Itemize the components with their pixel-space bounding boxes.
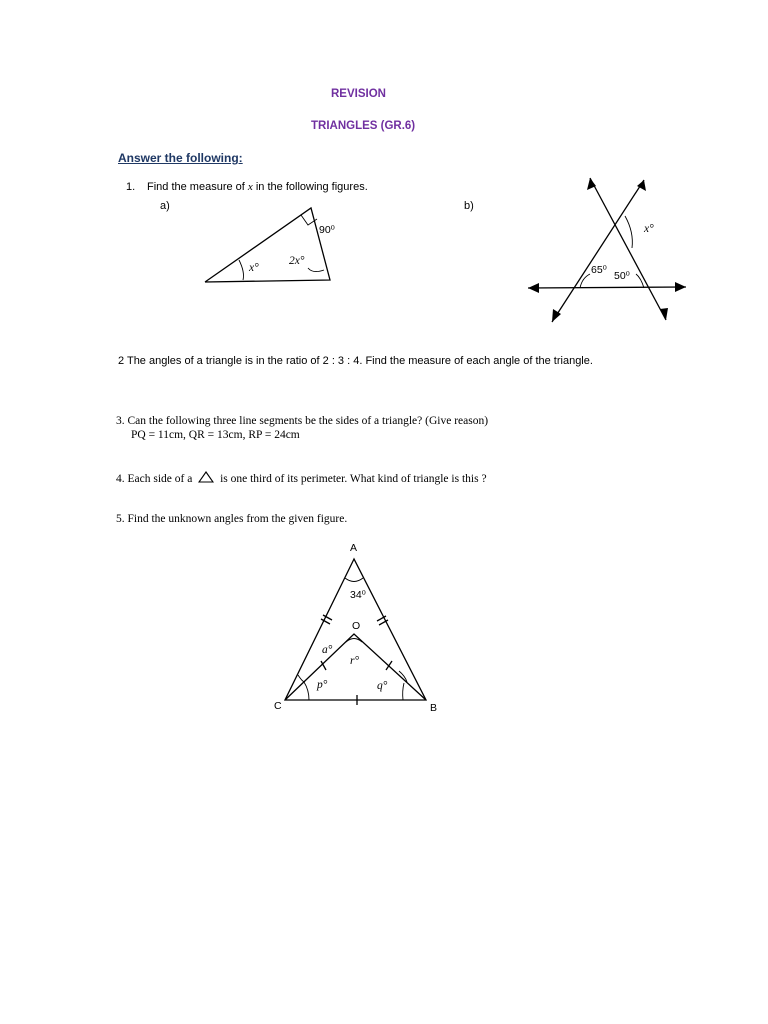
figure-q5-bisectors — [285, 634, 426, 700]
q1-part-b-label: b) — [464, 200, 474, 212]
figure-b-angle-50-label: 50⁰ — [614, 270, 630, 282]
figure-b-line-horizontal — [528, 287, 686, 288]
q1-text — [147, 181, 368, 193]
q1-part-a-label: a) — [160, 200, 170, 212]
figure-q5-angle-q-variable: q° — [377, 680, 388, 692]
figure-b-angle-x-label: x° — [644, 223, 654, 235]
figure-q5-angle-b-lower-arc — [403, 683, 404, 700]
figure-q5-vertex-b: B — [430, 702, 438, 714]
figure-q5-angle-c-lower-arc — [304, 682, 309, 700]
q4-text-before: 4. Each side of a — [116, 473, 193, 485]
figure-b-line-left — [590, 178, 666, 320]
q4-text — [116, 471, 487, 485]
figure-b-angle-x-arc — [625, 216, 632, 248]
triangle-icon — [198, 471, 214, 483]
figure-b-intersecting-lines — [520, 168, 695, 330]
q1-text-before: Find the measure of — [147, 181, 245, 193]
figure-b-arrow-bottom-right — [660, 308, 668, 320]
figure-q5-angle-r-variable: r° — [350, 655, 360, 667]
title: REVISION — [331, 88, 386, 100]
figure-a-angle-2x-label: 2x° — [289, 255, 305, 267]
q4-text-after: is one third of its perimeter. What kind of triangle is this ? — [220, 473, 487, 485]
instruction-heading: Answer the following: — [118, 151, 243, 165]
q5-text: 5. Find the unknown angles from the given figure. — [116, 513, 348, 525]
q3-text: 3. Can the following three line segments be the sides of a triangle? (Give reason) — [116, 415, 489, 427]
figure-a-angle-x-arc — [239, 260, 244, 280]
figure-q5-angle-p-variable: p° — [317, 679, 328, 691]
q2-text: 2 The angles of a triangle is in the ratio of 2 : 3 : 4. Find the measure of each angle of the triangle. — [118, 355, 593, 367]
figure-b-arrow-right — [675, 282, 686, 292]
q1-text-after: in the following figures. — [255, 181, 368, 193]
figure-a-triangle — [195, 200, 345, 290]
q3-segments: PQ = 11cm, QR = 13cm, RP = 24cm — [131, 429, 300, 441]
q1-number: 1. — [126, 181, 136, 193]
figure-q5-point-o: O — [352, 620, 361, 632]
figure-a-angle-x-label: x° — [249, 262, 259, 274]
figure-q5-triangle — [265, 535, 450, 720]
figure-q5-angle-a-arc — [345, 578, 363, 582]
subtitle: TRIANGLES (GR.6) — [311, 120, 416, 132]
figure-a-right-angle-label: 90⁰ — [319, 224, 335, 236]
q1-variable: x — [247, 181, 253, 193]
figure-q5-angle-a-label: 34⁰ — [350, 589, 366, 601]
figure-q5-vertex-c: C — [274, 700, 282, 712]
figure-q5-angle-c-upper-arc — [298, 675, 305, 682]
figure-a-angle-2x-arc — [308, 268, 324, 272]
figure-q5-vertex-a: A — [350, 542, 358, 554]
figure-q5-angle-a-variable: a° — [322, 644, 333, 656]
figure-b-line-right — [552, 180, 644, 322]
figure-b-arrow-left — [528, 283, 539, 293]
figure-b-angle-65-label: 65⁰ — [591, 264, 607, 276]
